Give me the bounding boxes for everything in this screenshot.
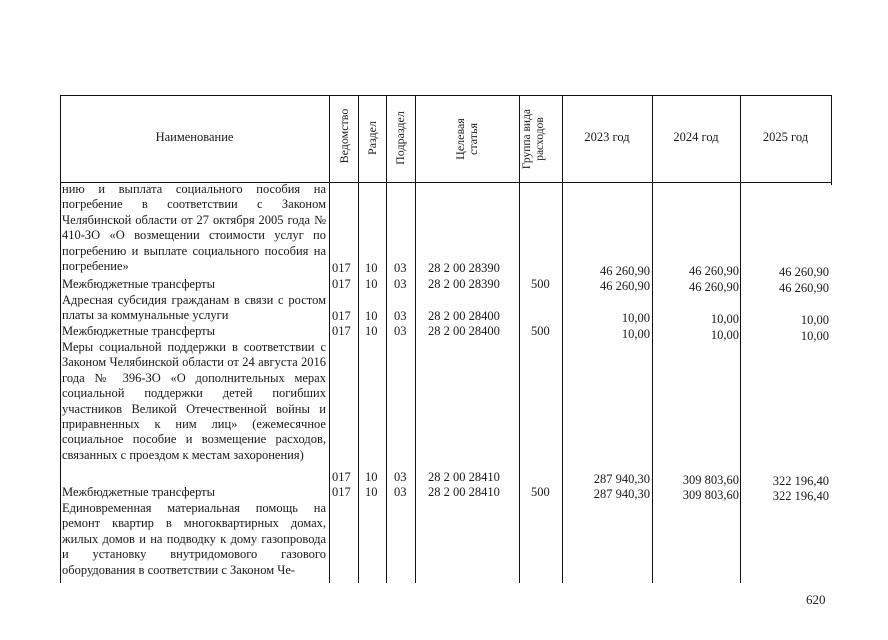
row-1-dept: 017 — [332, 277, 351, 291]
row-5-group: 500 — [531, 485, 550, 499]
row-1-group: 500 — [531, 277, 550, 291]
page-number: 620 — [806, 592, 826, 607]
row-0-2024: 46 260,90 — [689, 264, 739, 278]
row-4-2025: 322 196,40 — [772, 474, 829, 488]
row-4-name: Меры социальной поддержки в соответствии с Законом Челябинской области от 24 августа 2016 года № 396-ЗО «О дополнительных мерах социальной поддержки детей погибших участников Великой Отечественной войны и приравненных к ним лиц» (ежемесячное социальное пособие и возмещение расходов, связанных с проездом к местам захоронения) — [62, 340, 326, 462]
row-4-dept: 017 — [332, 470, 351, 484]
row-1-2023: 46 260,90 — [600, 279, 650, 293]
row-4-target: 28 2 00 28410 — [428, 470, 500, 484]
row-6-name: Единовременная материальная помощь на ремонт квартир в многоквартирных домах, жилых домов и на подводку к дому газопровода и установку внутридомового газового оборудования в соответствии с Законом Че- — [62, 501, 326, 577]
row-1-section: 10 — [365, 277, 378, 291]
header-section: Раздел — [365, 121, 379, 155]
row-0-subsection: 03 — [394, 261, 407, 275]
table-left-border — [60, 95, 61, 583]
row-1-target: 28 2 00 28390 — [428, 277, 500, 291]
row-1-2024: 46 260,90 — [689, 280, 739, 294]
row-5-dept: 017 — [332, 485, 351, 499]
row-4-2023: 287 940,30 — [593, 472, 650, 486]
header-name: Наименование — [155, 130, 234, 144]
row-0-dept: 017 — [332, 261, 351, 275]
row-2-dept: 017 — [332, 309, 351, 323]
row-0-2023: 46 260,90 — [600, 264, 650, 278]
row-3-section: 10 — [365, 324, 378, 338]
row-0-name: нию и выплата социального пособия на погребение в соответствии с Законом Челябинской области от 27 октября 2005 года № 410-ЗО «О возмещении стоимости услуг по погребению и выплате социального пособия на погребение» — [62, 182, 326, 274]
row-3-subsection: 03 — [394, 324, 407, 338]
row-2-target: 28 2 00 28400 — [428, 309, 500, 323]
row-3-dept: 017 — [332, 324, 351, 338]
table-top-border — [60, 95, 831, 96]
row-2-2024: 10,00 — [710, 312, 739, 326]
row-3-name: Межбюджетные трансферты — [62, 324, 216, 338]
row-4-subsection: 03 — [394, 470, 407, 484]
row-3-2025: 10,00 — [800, 329, 829, 343]
row-5-name: Межбюджетные трансферты — [62, 485, 216, 499]
col-divider-subsection — [386, 95, 387, 583]
col-divider-group — [519, 95, 520, 583]
row-2-subsection: 03 — [394, 309, 407, 323]
col-divider-section — [358, 95, 359, 583]
row-5-section: 10 — [365, 485, 378, 499]
row-2-name: Адресная субсидия гражданам в связи с ростом платы за коммунальные услуги — [62, 293, 326, 323]
header-target: Целевая статья — [453, 118, 480, 160]
header-dept: Ведомство — [337, 108, 351, 164]
col-divider-dept — [329, 95, 330, 583]
col-divider-target — [415, 95, 416, 583]
row-2-section: 10 — [365, 309, 378, 323]
row-0-target: 28 2 00 28390 — [428, 261, 500, 275]
table-right-border — [831, 95, 832, 185]
header-2024: 2024 год — [673, 130, 719, 144]
row-2-2025: 10,00 — [800, 313, 829, 327]
row-4-section: 10 — [365, 470, 378, 484]
row-4-2024: 309 803,60 — [682, 473, 739, 487]
row-1-2025: 46 260,90 — [779, 281, 829, 295]
row-3-2024: 10,00 — [710, 328, 739, 342]
row-2-2023: 10,00 — [621, 311, 650, 325]
row-3-target: 28 2 00 28400 — [428, 324, 500, 338]
row-5-target: 28 2 00 28410 — [428, 485, 500, 499]
header-2025: 2025 год — [762, 130, 809, 144]
row-3-2023: 10,00 — [621, 327, 650, 341]
row-3-group: 500 — [531, 324, 550, 338]
header-2023: 2023 год — [584, 130, 630, 144]
row-5-subsection: 03 — [394, 485, 407, 499]
row-5-2025: 322 196,40 — [772, 489, 829, 503]
header-subsection: Подраздел — [393, 111, 407, 165]
row-5-2023: 287 940,30 — [593, 487, 650, 501]
header-expense-group: Группа вида расходов — [521, 108, 546, 170]
row-1-name: Межбюджетные трансферты — [62, 277, 216, 291]
row-1-subsection: 03 — [394, 277, 407, 291]
row-0-section: 10 — [365, 261, 378, 275]
row-5-2024: 309 803,60 — [682, 488, 739, 502]
row-0-2025: 46 260,90 — [779, 265, 829, 279]
